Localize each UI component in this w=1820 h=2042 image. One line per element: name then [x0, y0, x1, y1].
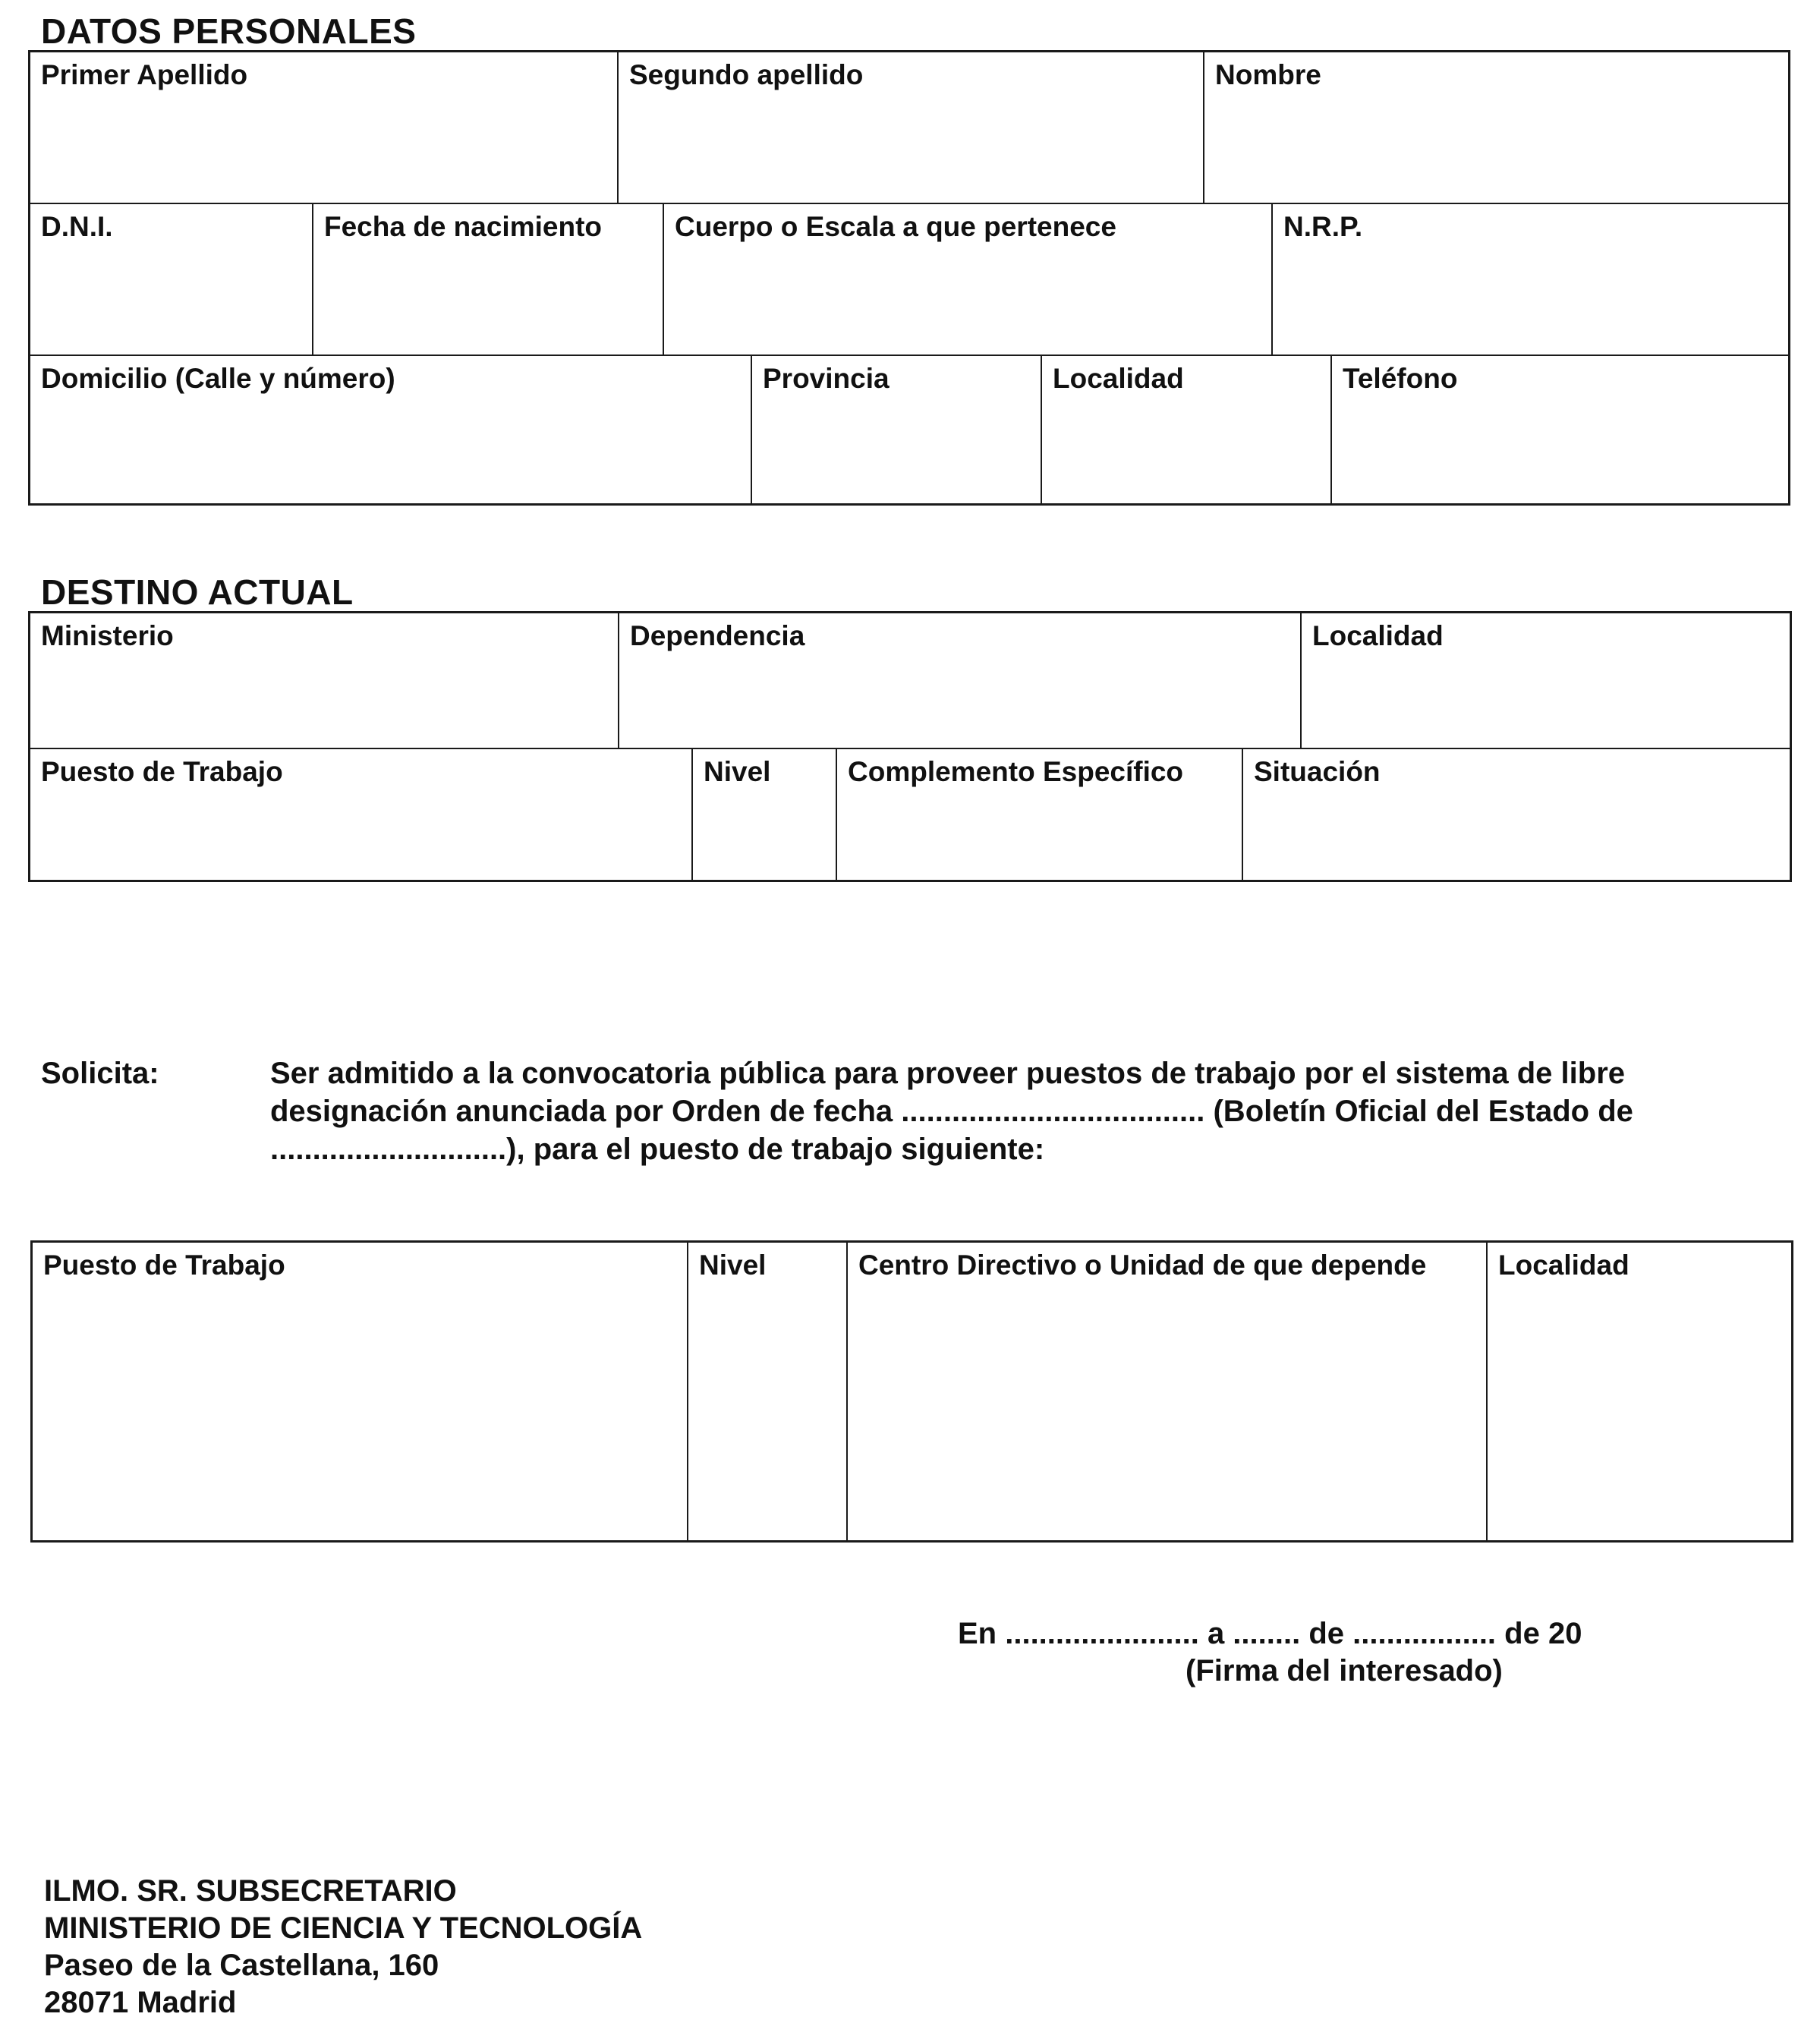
- cuerpo-escala-field[interactable]: Cuerpo o Escala a que pertenece: [664, 204, 1273, 356]
- ministerio-field[interactable]: Ministerio: [30, 613, 619, 749]
- destinatario-line-2: MINISTERIO DE CIENCIA Y TECNOLOGÍA: [44, 1911, 643, 1945]
- destinatario-line-3: Paseo de la Castellana, 160: [44, 1949, 439, 1982]
- nivel-solicitado-field[interactable]: Nivel: [688, 1243, 848, 1540]
- datos-personales-table: [28, 50, 1790, 506]
- dni-field[interactable]: D.N.I.: [30, 204, 313, 356]
- destinatario-address: [44, 1873, 642, 2022]
- solicita-line-2: designación anunciada por Orden de fecha .................................... (Boletín Oficial del Estado de: [270, 1095, 1633, 1128]
- nivel-actual-field[interactable]: Nivel: [693, 749, 837, 880]
- puesto-solicitado-table: [30, 1240, 1793, 1543]
- solicita-text: [270, 1054, 1781, 1168]
- datos-personales-heading: DATOS PERSONALES: [41, 11, 417, 51]
- fecha-nacimiento-field[interactable]: Fecha de nacimiento: [313, 204, 664, 356]
- segundo-apellido-field[interactable]: Segundo apellido: [619, 52, 1204, 204]
- telefono-field[interactable]: Teléfono: [1343, 363, 1458, 394]
- provincia-field[interactable]: Provincia: [752, 356, 1042, 503]
- destinatario-line-4: 28071 Madrid: [44, 1986, 237, 2019]
- solicita-line-3: ............................), para el puesto de trabajo siguiente:: [270, 1133, 1045, 1166]
- firma-caption: (Firma del interesado): [1186, 1654, 1503, 1687]
- localidad-solicitada-field[interactable]: Localidad: [1498, 1249, 1629, 1281]
- nombre-field[interactable]: Nombre: [1204, 52, 1788, 204]
- localidad-field[interactable]: Localidad: [1042, 356, 1332, 503]
- destinatario-line-1: ILMO. SR. SUBSECRETARIO: [44, 1874, 457, 1908]
- domicilio-field[interactable]: Domicilio (Calle y número): [30, 356, 752, 503]
- dependencia-field[interactable]: Dependencia: [619, 613, 1302, 749]
- complemento-especifico-field[interactable]: Complemento Específico: [837, 749, 1243, 880]
- puesto-trabajo-solicitado-field[interactable]: Puesto de Trabajo: [33, 1243, 688, 1540]
- nrp-field[interactable]: N.R.P.: [1273, 204, 1788, 356]
- destino-actual-heading: DESTINO ACTUAL: [41, 572, 354, 612]
- centro-directivo-field[interactable]: Centro Directivo o Unidad de que depende: [848, 1243, 1488, 1540]
- situacion-field[interactable]: Situación: [1254, 756, 1381, 787]
- primer-apellido-field[interactable]: Primer Apellido: [30, 52, 619, 204]
- lugar-fecha-line: En ....................... a ........ de ................. de 20: [958, 1617, 1582, 1650]
- solicita-line-1: Ser admitido a la convocatoria pública para proveer puestos de trabajo por el sistema de libre: [270, 1057, 1625, 1090]
- solicita-label: Solicita:: [41, 1057, 159, 1090]
- puesto-trabajo-actual-field[interactable]: Puesto de Trabajo: [30, 749, 693, 880]
- localidad-actual-field[interactable]: Localidad: [1302, 613, 1790, 749]
- destino-actual-table: [28, 611, 1792, 882]
